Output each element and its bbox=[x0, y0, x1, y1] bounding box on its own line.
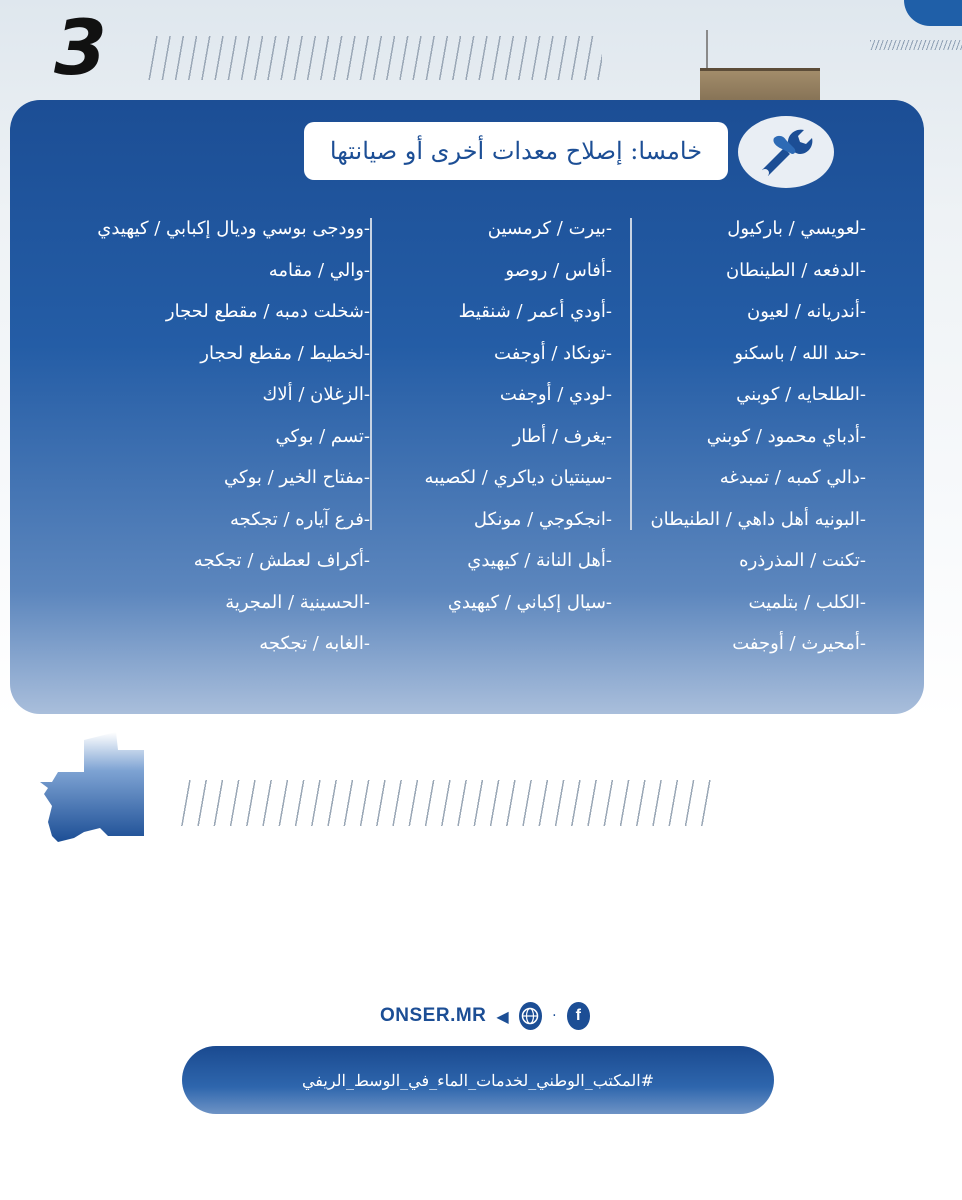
list-item: -دالي كمبه / تمبدغه bbox=[719, 467, 866, 488]
list-item: -مفتاح الخير / بوكي bbox=[224, 467, 370, 488]
list-item: -أندريانه / لعيون bbox=[746, 301, 866, 322]
list-item: -أكراف لعطش / تجكجه bbox=[193, 550, 370, 571]
facebook-icon[interactable]: f bbox=[567, 1002, 590, 1030]
list-item: -لودي / أوجفت bbox=[499, 384, 612, 405]
list-item: -انجكوجي / مونكل bbox=[473, 508, 612, 530]
website-link[interactable]: ONSER.MR bbox=[380, 1005, 487, 1026]
list-item: -سيال إكباني / كيهيدي bbox=[447, 591, 612, 613]
list-item: -أهل النانة / كيهيدي bbox=[467, 550, 612, 571]
section-number: 3 bbox=[54, 3, 105, 92]
list-item: -سينتيان دياكري / لكصيبه bbox=[424, 467, 612, 488]
locations-column-2 bbox=[352, 208, 612, 623]
column-divider bbox=[630, 218, 632, 530]
globe-icon[interactable] bbox=[519, 1002, 542, 1030]
arrow-left-icon: ◀ bbox=[496, 1006, 509, 1026]
list-item: -أفاس / روصو bbox=[505, 259, 612, 281]
list-item: -البونيه أهل داهي / الطنيطان bbox=[650, 508, 866, 530]
section-title: خامسا: إصلاح معدات أخرى أو صيانتها bbox=[329, 137, 703, 165]
list-item: -الزغلان / ألاك bbox=[262, 384, 370, 405]
hashtag-banner bbox=[182, 1046, 774, 1114]
middle-hatch-decoration bbox=[176, 780, 712, 826]
list-item: -بيرت / كرمسين bbox=[487, 218, 612, 239]
footer-links bbox=[380, 996, 590, 1036]
list-item: -الطلحايه / كوبني bbox=[736, 384, 866, 405]
hashtag-text: #المكتب_الوطني_لخدمات_الماء_في_الوسط_الريفي bbox=[301, 1070, 655, 1090]
list-item: -تسم / بوكي bbox=[275, 425, 370, 447]
list-item: -يغرف / أطار bbox=[512, 425, 612, 447]
list-item: -لعويسي / باركيول bbox=[727, 218, 866, 239]
list-item: -وودجى بوسي وديال إكبابي / كيهيدي bbox=[97, 218, 370, 239]
list-item: -الدفعه / الطينطان bbox=[725, 259, 866, 281]
locations-column-3 bbox=[30, 208, 370, 665]
list-item: -تكنت / المذرذره bbox=[739, 550, 866, 571]
list-item: -والي / مقامه bbox=[268, 259, 370, 281]
list-item: -الغابه / تجكجه bbox=[259, 633, 370, 654]
list-item: -شخلت دمبه / مقطع لحجار bbox=[165, 301, 370, 322]
list-item: -الكلب / بتلميت bbox=[748, 591, 866, 613]
list-item: -تونكاد / أوجفت bbox=[494, 342, 612, 364]
list-item: -أدباي محمود / كوبني bbox=[706, 425, 866, 447]
list-item: -حند الله / باسكنو bbox=[734, 342, 866, 364]
mauritania-map-icon bbox=[38, 732, 144, 846]
list-item: -أودي أعمر / شنقيط bbox=[458, 301, 612, 322]
list-item: -الحسينية / المجرية bbox=[225, 591, 370, 613]
column-divider bbox=[370, 218, 372, 530]
list-item: -فرع آياره / تجكجه bbox=[229, 508, 370, 530]
list-item: -لخطيط / مقطع لحجار bbox=[200, 342, 370, 364]
separator-dot: · bbox=[552, 1008, 557, 1024]
list-item: -أمحيرث / أوجفت bbox=[732, 633, 866, 654]
